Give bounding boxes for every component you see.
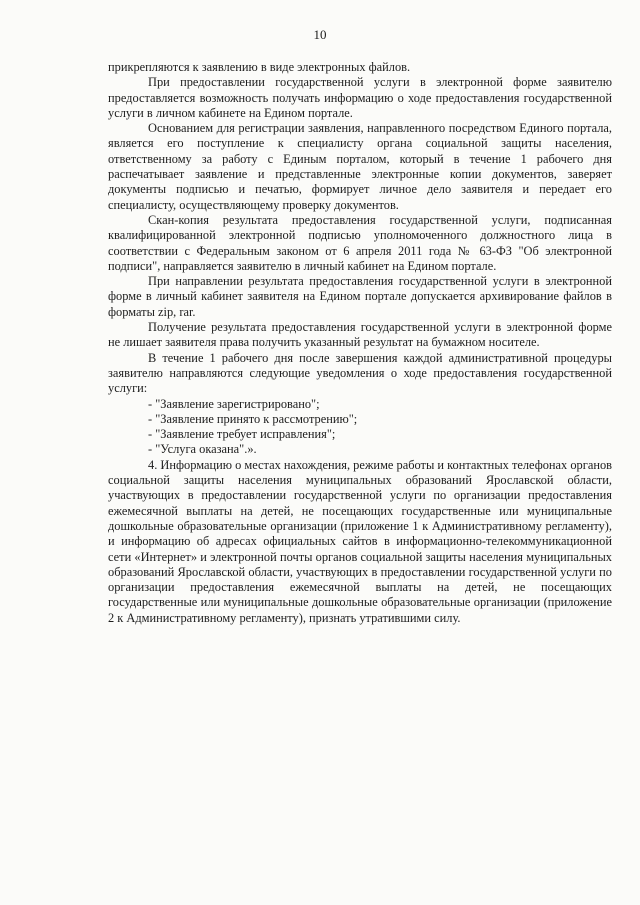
paragraph-item-4: 4. Информацию о местах нахождения, режиме работы и контактных телефонах органов социальной защиты населения муниципальных образований Ярославской области, участвующих в предоставлении государственной услуги по организации предоставления ежемесячной выплаты на детей, не посещающих государственные или муниципальные дошкольные образовательные организации (приложение 1 к Административному регламенту), и информацию об адресах официальных сайтов в информационно-телекоммуникационной сети «Интернет» и электронной почты органов социальной защиты населения муниципальных образований Ярославской области, участвующих в предоставлении государственной услуги по организации предоставления ежемесячной выплаты на детей, не посещающих государственные или муниципальные дошкольные образовательные организации (приложение 2 к Административному регламенту), признать утратившими силу. — [108, 457, 612, 625]
paragraph-scan-copy: Скан-копия результата предоставления государственной услуги, подписанная квалифицированной электронной подписью уполномоченного должностного лица в соответствии с Федеральным законом от 6 апреля 2011 года № 63-ФЗ "Об электронной подписи", направляется заявителю в личный кабинет на Едином портале. — [108, 212, 612, 273]
document-body — [108, 60, 612, 626]
paragraph-archiving: При направлении результата предоставления государственной услуги в электронной форме в личный кабинет заявителя на Едином портале допускается архивирование файлов в форматы zip, rar. — [108, 274, 612, 319]
notification-list — [108, 397, 612, 458]
paragraph-paper-copy: Получение результата предоставления государственной услуги в электронной форме не лишает заявителя права получить указанный результат на бумажном носителе. — [108, 320, 612, 350]
paragraph-registration-basis: Основанием для регистрации заявления, направленного посредством Единого портала, является его поступление к специалисту органа социальной защиты населения, ответственному за работу с Единым порталом, который в течение 1 рабочего дня распечатывает заявление и представленные электронные копии документов, заверяет документы подписью и печатью, формирует личное дело заявителя и передает его специалисту, осуществляющему проверку документов. — [108, 121, 612, 212]
notification-item: - "Услуга оказана".». — [148, 442, 612, 457]
notification-item: - "Заявление принято к рассмотрению"; — [148, 412, 612, 427]
paragraph-electronic-status: При предоставлении государственной услуги в электронной форме заявителю предоставляется возможность получать информацию о ходе предоставления государственной услуги в личном кабинете на Едином портале. — [108, 75, 612, 120]
notification-item: - "Заявление требует исправления"; — [148, 427, 612, 442]
paragraph-notifications-intro: В течение 1 рабочего дня после завершения каждой административной процедуры заявителю направляются следующие уведомления о ходе предоставления государственной услуги: — [108, 350, 612, 396]
page-number: 10 — [313, 27, 327, 42]
notification-item: - "Заявление зарегистрировано"; — [148, 397, 612, 412]
paragraph-continuation: прикрепляются к заявлению в виде электронных файлов. — [108, 60, 411, 74]
